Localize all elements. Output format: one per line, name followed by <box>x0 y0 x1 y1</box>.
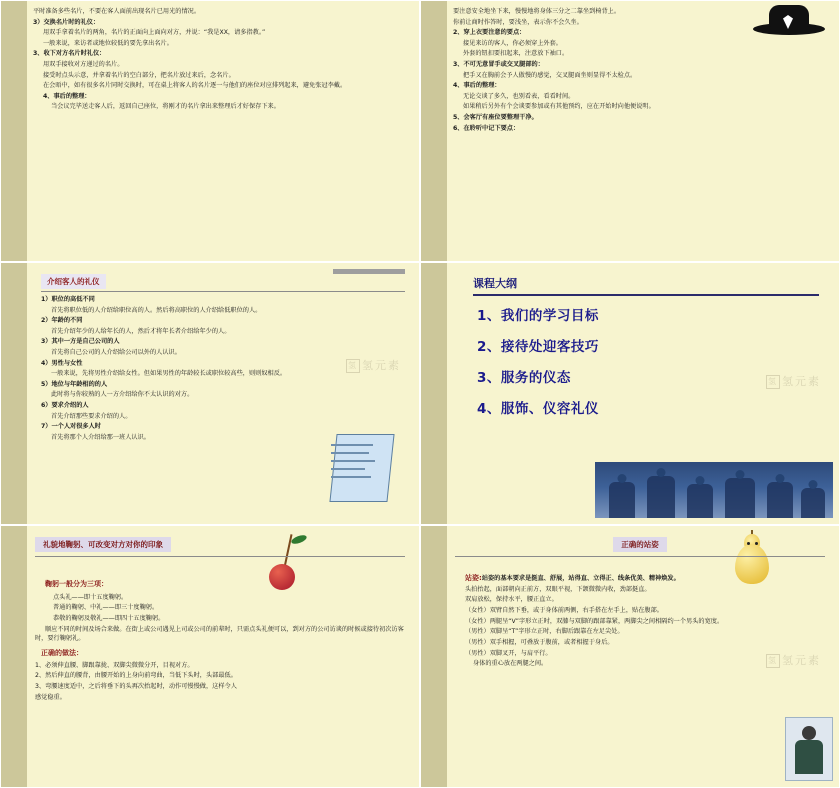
line: 3、收下对方名片时礼仪： <box>33 50 106 58</box>
line: 外套的钮扣要扣起来，注意放下袖口。 <box>463 50 569 58</box>
decorative-left-bar <box>421 526 447 787</box>
item-body: 首先将自己公司的人介绍给公司以外的人认识。 <box>51 349 181 357</box>
item-head: 一个人对很多人时 <box>51 423 101 431</box>
line: （男性）双手相握，可叠放于腹前，或者相握于身后。 <box>465 638 614 646</box>
slide6-title: 正确的站姿 <box>613 537 667 552</box>
line: 在会晤中，如有很多名片同时交换时，可在桌上将客人的名片逐一与他们的座位对应排列起来，避免张冠李戴。 <box>43 82 347 90</box>
scroll-document-icon <box>325 428 397 506</box>
line: 把手又在胸前会予人傲慢的感觉，交叉腿面坐则显得不太检点。 <box>463 71 637 79</box>
step: 1、必须伸直腰、脚跟靠拢、双脚尖微微分开，目视对方。 <box>35 661 194 669</box>
outline-title: 课程大纲 <box>473 277 517 290</box>
watermark: 氢 氢元素 <box>348 359 401 372</box>
watermark: 氢 氢元素 <box>768 654 821 667</box>
item-body: 此时将与你较熟的人一方介绍给你不太认识的对方。 <box>51 391 194 399</box>
line: 5、会客厅有座位要整理干净。 <box>453 114 538 122</box>
line: 普通的鞠躬、中礼——即三十度鞠躬。 <box>53 604 159 612</box>
item-num: 1） <box>41 296 52 303</box>
item-head: 其中一方是自己公司的人 <box>51 338 120 346</box>
line: （女性）两腿呈“V”字形立正时，双膝与双脚的跟部靠紧，两脚尖之间相隔约一个男头的宽度。 <box>465 617 724 625</box>
title-divider <box>473 294 819 296</box>
slide2-body <box>453 7 749 133</box>
hat-icon <box>753 3 825 37</box>
outline-item[interactable]: 4、服饰、仪容礼仪 <box>477 401 599 417</box>
item-body: 首先介绍年少的人给年长的人，然后才将年长者介绍给年少的人。 <box>51 327 231 335</box>
outline-item[interactable]: 2、接待处迎客技巧 <box>477 339 599 355</box>
item-body: 首先介绍那些要求介绍的人。 <box>51 412 132 420</box>
line: 4、事后的整理： <box>453 82 501 90</box>
title-accent-bar <box>333 269 405 274</box>
item-num: 4） <box>41 359 52 367</box>
line: 接见来访的客人，你必须穿上外套。 <box>463 39 562 47</box>
line: 用双手拿着名片的两角，名片的正面向上面向对方，并说：“我是XX，请多指教。” <box>43 29 266 37</box>
slide-business-card-etiquette <box>0 0 420 262</box>
watermark-symbol: 氢 <box>766 654 780 668</box>
line: 2、穿上衣要注意的要点： <box>453 29 526 37</box>
line: 点头礼——即十五度鞠躬。 <box>53 593 128 601</box>
slide5-body <box>35 579 405 702</box>
line: （男性）双脚叉开，与肩平行。 <box>465 649 552 657</box>
watermark-symbol: 氢 <box>766 375 780 389</box>
line: 一般来说，来访者或地位较低的要先拿出名片。 <box>43 39 173 47</box>
slide-seating-meeting-etiquette <box>420 0 840 262</box>
slide1-body <box>33 7 411 112</box>
outline-item[interactable]: 1、我们的学习目标 <box>477 308 599 324</box>
line: 你前让商时作答时，要浅坐，表示你不会久坐。 <box>453 18 583 26</box>
line: 接受时点头示意，并拿着名片的空白部分，把名片放过来后，念名片。 <box>43 71 235 79</box>
line: 无论交谈了多久，也别看表，看看时间。 <box>463 92 575 100</box>
line: 用双手接收对方递过的名片。 <box>43 61 124 69</box>
item-num: 7） <box>41 423 52 431</box>
item-body: 首先将职位低的人介绍给职位高的人。然后将高职位的人介绍给低职位的人。 <box>51 306 262 314</box>
posture-head-body: 站姿的基本要求是挺直、舒展，站得直、立得正、线条优美、精神焕发。 <box>481 575 680 582</box>
item-body: 首先将那个人介绍给那一班人认识。 <box>51 433 150 441</box>
line: 3）交换名片时的礼仪： <box>33 18 100 26</box>
watermark: 氢 氢元素 <box>768 375 821 388</box>
slide5-subtitle: 鞠躬一般分为三项： <box>45 580 108 588</box>
line: 头拍抬起，面部朝向正前方，双眼平视，下颌微微内收，劲部挺直。 <box>465 585 651 593</box>
slide-correct-standing-posture <box>420 525 840 788</box>
line: 顺应不同的时间及场合来做。在街上或公司遇见上司或公司的前辈时，只需点头礼便可以，到对方的公司访谈的时候或接待初次访客时，要行鞠躬礼。 <box>35 625 404 643</box>
slide3-title: 介绍客人的礼仪 <box>41 274 106 289</box>
line: 6、在聆听中记下要点： <box>453 124 520 132</box>
item-head: 男性与女性 <box>51 359 83 367</box>
slide-course-outline <box>420 262 840 525</box>
posture-head: 站姿: <box>465 574 482 582</box>
decorative-left-bar <box>1 526 27 787</box>
line: 身体的重心放在两腿之间。 <box>473 660 548 668</box>
item-head: 地位与年龄相的的人 <box>51 380 108 388</box>
line: 双肩放松，保持水平，腰正直立。 <box>465 596 558 604</box>
item-num: 5） <box>41 380 52 388</box>
line: 平时准备多些名片，不要在客人面前出现名片已用光的情况。 <box>33 8 201 15</box>
line: 如果稍后另外有个会谈要参加或有其他预约，应在开始时向他便说明。 <box>463 103 655 111</box>
item-body: 一般来说，先将男性介绍给女性。但如果男性的年龄较长或职位较高些，则则奴相反。 <box>51 370 287 378</box>
person-photo <box>785 717 833 781</box>
decorative-left-bar <box>421 1 447 261</box>
outline-item[interactable]: 3、服务的仪态 <box>477 370 571 386</box>
decorative-left-bar <box>1 263 27 524</box>
line: （女性）双臂自然下垂，或于身体前两侧，右手搭在左手上，贴在腹部。 <box>465 607 663 615</box>
item-num: 2） <box>41 317 52 325</box>
watermark-symbol: 氢 <box>346 359 360 373</box>
slide5-bold-head: 正确的做法： <box>41 648 83 657</box>
step: 感觉稳重。 <box>35 693 66 701</box>
slide-bowing-etiquette <box>0 525 420 788</box>
decorative-left-bar <box>421 263 447 524</box>
meeting-photo <box>595 462 833 518</box>
slide-guest-introduction-etiquette <box>0 262 420 525</box>
item-head: 年龄的不同 <box>51 317 83 325</box>
line: 要注意安全地坐下来，慢慢地将身体三分之二靠坐到椅背上。 <box>453 8 621 15</box>
slide5-title: 礼貌地鞠躬、可改变对方对你的印象 <box>35 537 171 552</box>
line: 当会议完毕送走客人后，返回自己座位，将刚才的名片拿出来整理后才好保存下来。 <box>51 103 280 111</box>
item-num: 3） <box>41 338 52 346</box>
step: 3、弯腰速度适中，之后将垂下的头再次抬起时，动作可慢慢做，这样令人 <box>35 682 237 690</box>
step: 2、然后伸直的腰背，由腰开始的上身向前弯曲，当低下头时，头部最低。 <box>35 672 237 680</box>
item-head: 要求介绍的人 <box>51 402 89 410</box>
decorative-left-bar <box>1 1 27 261</box>
item-num: 6） <box>41 402 52 410</box>
line: 恭敬的鞠躬及敬礼——即四十五度鞠躬。 <box>53 615 165 623</box>
line: （男性）双脚呈“T”字形立正时，右脚后跟靠在左足尖处。 <box>465 628 624 636</box>
item-head: 职位的高低不同 <box>51 296 95 303</box>
line: 3、不可无意冒手或交叉腿部的： <box>453 61 544 69</box>
line: 4、事后的整理： <box>43 92 91 100</box>
